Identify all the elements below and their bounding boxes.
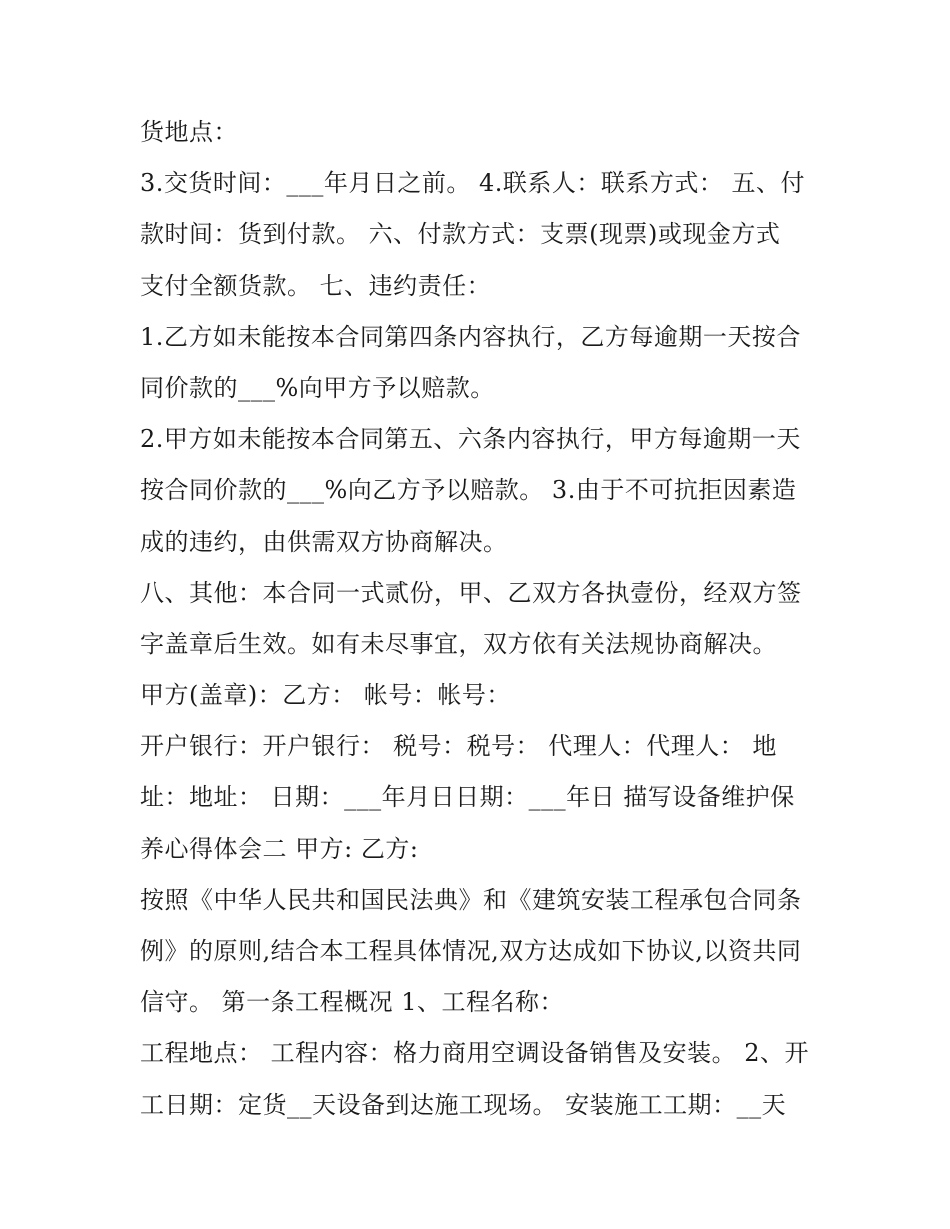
text-line: 同价款的___%向甲方予以赔款。	[140, 373, 495, 402]
text-line: 址：地址： 日期：___年月日日期：___年日 描写设备维护保	[140, 783, 795, 812]
text-line: 1.乙方如未能按本合同第四条内容执行，乙方每逾期一天按合	[140, 322, 801, 351]
text-line: 信守。 第一条工程概况 1、工程名称：	[140, 988, 565, 1017]
text-line: 养心得体会二 甲方: 乙方:	[140, 834, 419, 863]
text-line: 例》的原则,结合本工程具体情况,双方达成如下协议,以资共同	[140, 937, 802, 965]
text-line: 2.甲方如未能按本合同第五、六条内容执行，甲方每逾期一天	[140, 425, 801, 454]
text-line: 支付全额货款。 七、违约责任：	[140, 271, 492, 300]
document-body	[140, 107, 830, 1131]
text-line: 开户银行：开户银行： 税号：税号： 代理人：代理人： 地	[140, 732, 777, 761]
text-line: 按合同价款的___%向乙方予以赔款。 3.由于不可抗拒因素造	[140, 476, 797, 505]
text-line: 工日期：定货__天设备到达施工现场。 安装施工工期：__天	[140, 1090, 787, 1119]
text-line: 八、其他：本合同一式贰份，甲、乙双方各执壹份，经双方签	[140, 578, 802, 607]
text-line: 字盖章后生效。如有未尽事宜，双方依有关法规协商解决。	[140, 629, 777, 658]
text-line: 甲方(盖章)：乙方： 帐号：帐号：	[140, 681, 511, 710]
text-line: 3.交货时间：___年月日之前。 4.联系人：联系方式： 五、付	[140, 169, 806, 198]
text-line: 按照《中华人民共和国民法典》和《建筑安装工程承包合同条	[140, 885, 802, 914]
text-line: 成的违约，由供需双方协商解决。	[140, 527, 508, 556]
text-line: 货地点：	[140, 118, 238, 146]
text-line: 款时间：货到付款。 六、付款方式：支票(现票)或现金方式	[140, 220, 781, 249]
text-line: 工程地点： 工程内容：格力商用空调设备销售及安装。 2、开	[140, 1039, 810, 1068]
